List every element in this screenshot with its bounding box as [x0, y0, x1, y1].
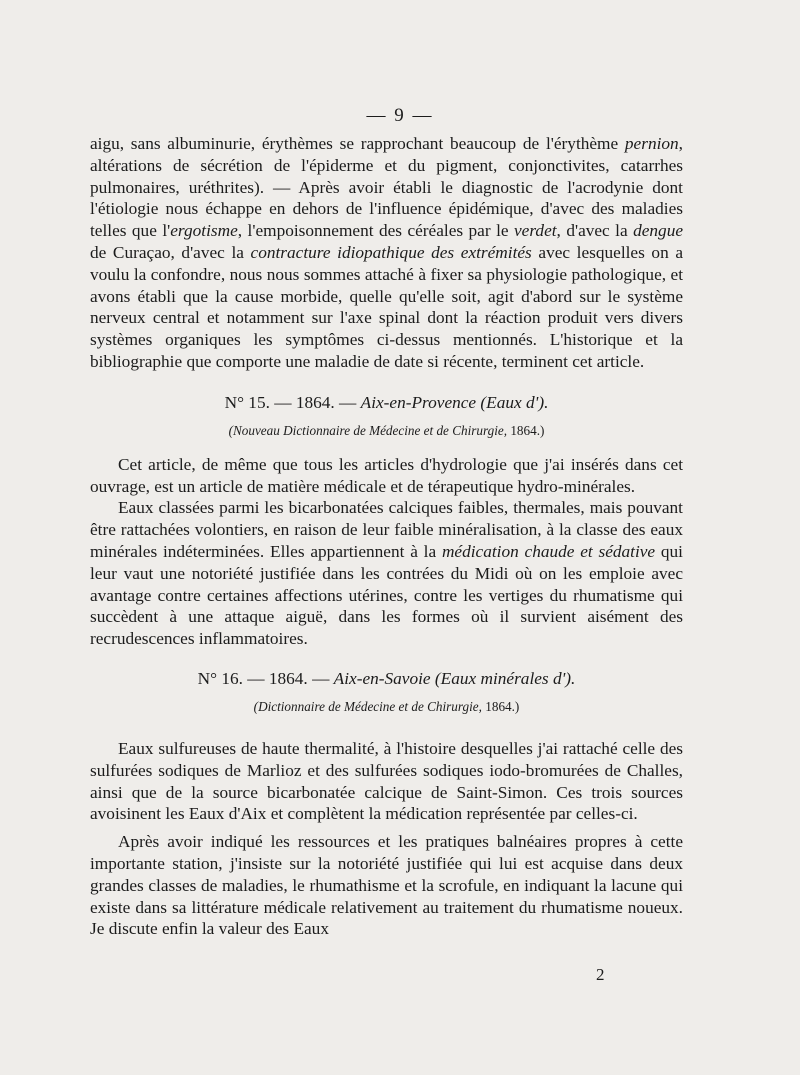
text-line: le	[496, 221, 514, 241]
entry-title: Aix-en-Provence (Eaux d').	[360, 392, 549, 412]
source-year: 1864.)	[510, 422, 545, 438]
text-italic: pernion	[624, 134, 679, 153]
paragraph-16-1: Eaux sulfureuses de haute thermalité, à l'histoire desquelles j'ai rattaché celle des sulfurées sodiques de Marlioz et des sulfurées sodiques iodo-bromurées de Challes, ainsi que de la source bicarbonatée calcique de Saint-Simon. Ces trois sources avoisinent les Eaux d'Aix et complètent la médication représentée par celles-ci.	[90, 738, 683, 824]
text-line: , l'empoisonnement des céréales par	[237, 221, 497, 241]
entry-source-16	[90, 698, 683, 716]
text-line: que comporte une maladie de date si récente, terminent cet article.	[186, 351, 645, 371]
text-italic: ergotisme	[170, 221, 238, 241]
text-italic: contracture idiopathique des extrémités	[250, 242, 532, 262]
text-italic: dengue	[633, 221, 684, 241]
source-text: (Nouveau Dictionnaire de Médecine et de Chirurgie,	[228, 422, 511, 438]
text-line: sur l'axe spinal dont la réaction produit vers divers systèmes organiques	[90, 308, 683, 350]
paragraph-16-2: Après avoir indiqué les ressources et les pratiques balnéaires propres à cette importante station, j'insiste sur la notoriété justifiée qui lui est acquise dans deux grandes classes de maladies, le rhumathisme et la scrofule, en indiquant la lacune qui existe dans sa littérature médicale relativement au traitement du rhumatisme noueux. Je discute enfin la valeur des Eaux	[90, 832, 683, 939]
text-line: , d'avec la	[556, 221, 634, 241]
text-line: les symptômes ci-dessus mentionnés. L'historique et la bibliographie	[90, 330, 683, 371]
page-body	[90, 133, 683, 940]
page-number: — 9 —	[366, 105, 434, 126]
text-line: aigu, sans albuminurie, érythèmes se rapprochant beaucoup de l'érythème	[90, 134, 625, 153]
text-line: l'acrodynie dont l'étiologie nous échappe en dehors de l'influence épidémique,	[90, 177, 683, 219]
text: qui leur vaut une notoriété justifiée dans les contrées du Midi où on les emploie avec avantage contre certaines affections utérines, contre les vertiges du rhumatisme qui succèdent à une attaque aiguë, dans les formes où il survient aisément des recrudescences inflammatoires.	[90, 541, 683, 649]
entry-heading-15	[90, 392, 683, 414]
entry-number: N° 15. — 1864. —	[224, 392, 361, 412]
text-line: à fixer sa physiologie pathologique, et avons établi que la cause morbide,	[90, 264, 683, 306]
paragraph-15-2	[90, 497, 683, 650]
entry-heading-16	[90, 668, 683, 690]
text-line: quelle qu'elle soit, agit d'abord sur le système nerveux central et notamment	[90, 286, 683, 328]
source-year: 1864.)	[485, 698, 520, 714]
paragraph-15-1: Cet article, de même que tous les articles d'hydrologie que j'ai insérés dans cet ouvrage, est un article de matière médicale et de térapeutique hydro-minérales.	[90, 454, 683, 496]
text-italic: médication chaude et sédative	[441, 541, 656, 561]
entry-number: N° 16. — 1864. —	[197, 668, 334, 688]
text-line: d'avec des maladies telles que l'	[90, 199, 683, 241]
text: Eaux classées parmi les bicarbonatées calciques faibles, thermales, mais pouvant être rattachées volontiers, en raison de leur faible minéralisation, à la classe des eaux minérales indéterminées. Elles appartiennent à la	[90, 498, 683, 561]
paragraph-acrodynie	[90, 133, 683, 373]
source-text: (Dictionnaire de Médecine et de Chirurgie,	[253, 698, 486, 714]
text-line: de Curaçao, d'avec la	[90, 242, 251, 262]
text-italic: verdet	[514, 221, 557, 241]
entry-title: Aix-en-Savoie (Eaux minérales d').	[333, 668, 576, 688]
text-line: , altérations de sécrétion de l'épiderme et du pigment, conjonctivites,	[90, 134, 683, 175]
signature-mark: 2	[596, 965, 605, 984]
text-line: avec lesquelles on a voulu la confondre, nous nous sommes attaché	[90, 242, 684, 284]
text-line: catarrhes pulmonaires, uréthrites). — Après avoir établi le diagnostic de	[90, 155, 683, 197]
entry-source-15	[90, 422, 683, 440]
